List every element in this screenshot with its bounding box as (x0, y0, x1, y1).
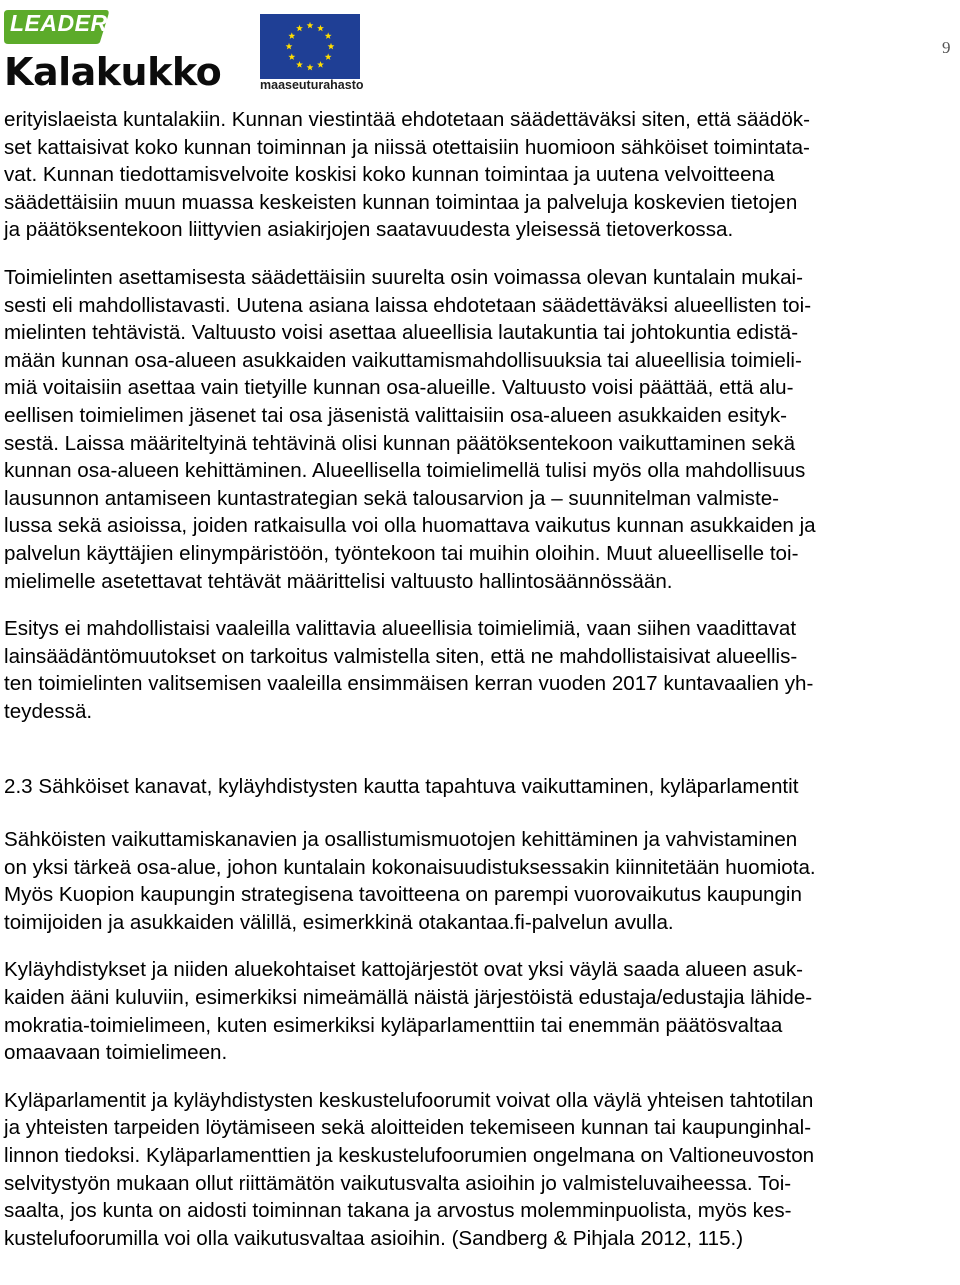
eu-flag-icon (260, 14, 360, 79)
text-line: sestä. Laissa määriteltyinä tehtävinä olisi kunnan päätöksentekoon vaikuttaminen sekä (4, 431, 796, 455)
text-line: Sähköisten vaikuttamiskanavien ja osallistumismuotojen kehittäminen ja vahvistaminen (4, 828, 798, 852)
text-line: lussa sekä asioissa, joiden ratkaisulla voi olla huomattava vaikutus kunnan asukkaiden ja (4, 514, 816, 538)
text-line: omaavaan toimielimeen. (4, 1041, 228, 1065)
text-line: ja päätöksentekoon liittyvien asiakirjojen saatavuudesta yleisessä tietoverkossa. (4, 218, 734, 242)
text-line: selvitystyön mukaan ollut riittämätön vaikutusvalta asioihin jo valmisteluvaiheessa. Toi- (4, 1171, 792, 1195)
leader-kalakukko-logo (0, 4, 222, 94)
text-line: kunnan osa-alueen kehittäminen. Alueellisella toimielimellä tulisi myös olla mahdollisuus (4, 459, 806, 483)
leader-label: LEADER (10, 10, 108, 36)
text-line: saalta, jos kunta on aidosti toiminnan takana ja arvostus molemminpuolista, myös kes- (4, 1199, 792, 1223)
text-line: vat. Kunnan tiedottamisvelvoite koskisi koko kunnan toimintaa ja uutena velvoitteena (4, 163, 775, 187)
text-line: eellisen toimielimen jäsenet tai osa jäsenistä valittaisiin osa-alueen asukkaiden esityk- (4, 403, 787, 427)
paragraph (4, 1087, 958, 1253)
eu-fund-label: maaseuturahasto (260, 78, 364, 92)
text-line: säädettäisiin muun muassa keskeisten kunnan toimintaa ja palveluja koskevien tietojen (4, 190, 798, 214)
section-heading (4, 773, 958, 801)
text-line: sesti eli mahdollistavasti. Uutena asiana laissa ehdotetaan säädettäväksi alueellisten toi- (4, 293, 812, 317)
page-header (0, 0, 960, 100)
text-line: kaiden ääni kuluviin, esimerkiksi nimeämällä näistä järjestöistä edustaja/edustajia lähide- (4, 986, 813, 1010)
text-line: Myös Kuopion kaupungin strategisena tavoitteena on parempi vuorovaikutus kaupungin (4, 883, 802, 907)
text-line: lainsäädäntömuutokset on tarkoitus valmistella siten, että ne mahdollistaisivat alueellis- (4, 644, 798, 668)
text-line: ten toimielinten valitsemisen vaaleilla ensimmäisen kerran vuoden 2017 kuntavaalien yh- (4, 672, 814, 696)
text-line: linnon tiedoksi. Kyläparlamenttien ja keskustelufoorumien ongelmana on Valtioneuvoston (4, 1144, 815, 1167)
text-line: kustelufoorumilla voi olla vaikutusvaltaa asioihin. (Sandberg & Pihjala 2012, 115.) (4, 1226, 744, 1250)
page-number: 9 (942, 38, 951, 57)
text-line: Toimielinten asettamisesta säädettäisiin suurelta osin voimassa olevan kuntalain mukai- (4, 265, 803, 289)
text-line: teydessä. (4, 699, 93, 723)
text-line: mielimelle asetettavat tehtävät määrittelisi valtuusto hallintosäännössään. (4, 569, 673, 593)
text-line: set kattaisivat koko kunnan toiminnan ja niissä otettaisiin huomioon sähköiset toimintata- (4, 135, 810, 159)
paragraph (4, 615, 958, 725)
text-line: mään kunnan osa-alueen asukkaiden vaikuttamismahdollisuuksia tai alueellisia toimieli- (4, 348, 802, 372)
section-heading-text: 2.3 Sähköiset kanavat, kyläyhdistysten kautta tapahtuva vaikuttaminen, kyläparlamentit (4, 775, 799, 799)
text-line: toimijoiden ja asukkaiden välillä, esimerkkinä otakantaa.fi-palvelun avulla. (4, 910, 674, 934)
text-line: palvelun käyttäjien elinympäristöön, työntekoon tai muihin oloihin. Muut alueelliselle toi- (4, 541, 799, 565)
text-line: Kyläyhdistykset ja niiden aluekohtaiset kattojärjestöt ovat yksi väylä saada alueen asuk- (4, 958, 804, 982)
paragraph (4, 826, 958, 936)
document-body (4, 106, 958, 1252)
text-line: mokratia-toimielimeen, kuten esimerkiksi kyläparlamenttiin tai enemmän päätösvaltaa (4, 1013, 783, 1037)
text-line: erityislaeista kuntalakiin. Kunnan viestintää ehdotetaan säädettäväksi siten, että säädök- (4, 108, 810, 131)
text-line: on yksi tärkeä osa-alue, johon kuntalain kokonaisuudistuksessakin kiinnitetään huomiota. (4, 855, 816, 879)
paragraph (4, 264, 958, 595)
group-name: Kalakukko (4, 50, 222, 94)
text-line: miä voitaisiin asettaa vain tietyille kunnan osa-alueille. Valtuusto voisi päättää, että alu- (4, 376, 794, 400)
paragraph (4, 956, 958, 1066)
text-line: lausunnon antamiseen kuntastrategian sekä talousarvion ja – suunnitelman valmiste- (4, 486, 780, 510)
paragraph (4, 106, 958, 244)
eu-rural-fund-logo (260, 14, 362, 94)
text-line: ja yhteisten tarpeiden löytämiseen sekä aloitteiden tekemiseen kunnan tai kaupunginhal- (4, 1116, 812, 1140)
text-line: mielinten tehtävistä. Valtuusto voisi asettaa alueellisia lautakuntia tai johtokuntia edistä- (4, 321, 799, 345)
text-line: Kyläparlamentit ja kyläyhdistysten keskustelufoorumit voivat olla väylä yhteisen tahtotilan (4, 1088, 814, 1112)
text-line: Esitys ei mahdollistaisi vaaleilla valittavia alueellisia toimielimiä, vaan siihen vaadittavat (4, 617, 797, 641)
